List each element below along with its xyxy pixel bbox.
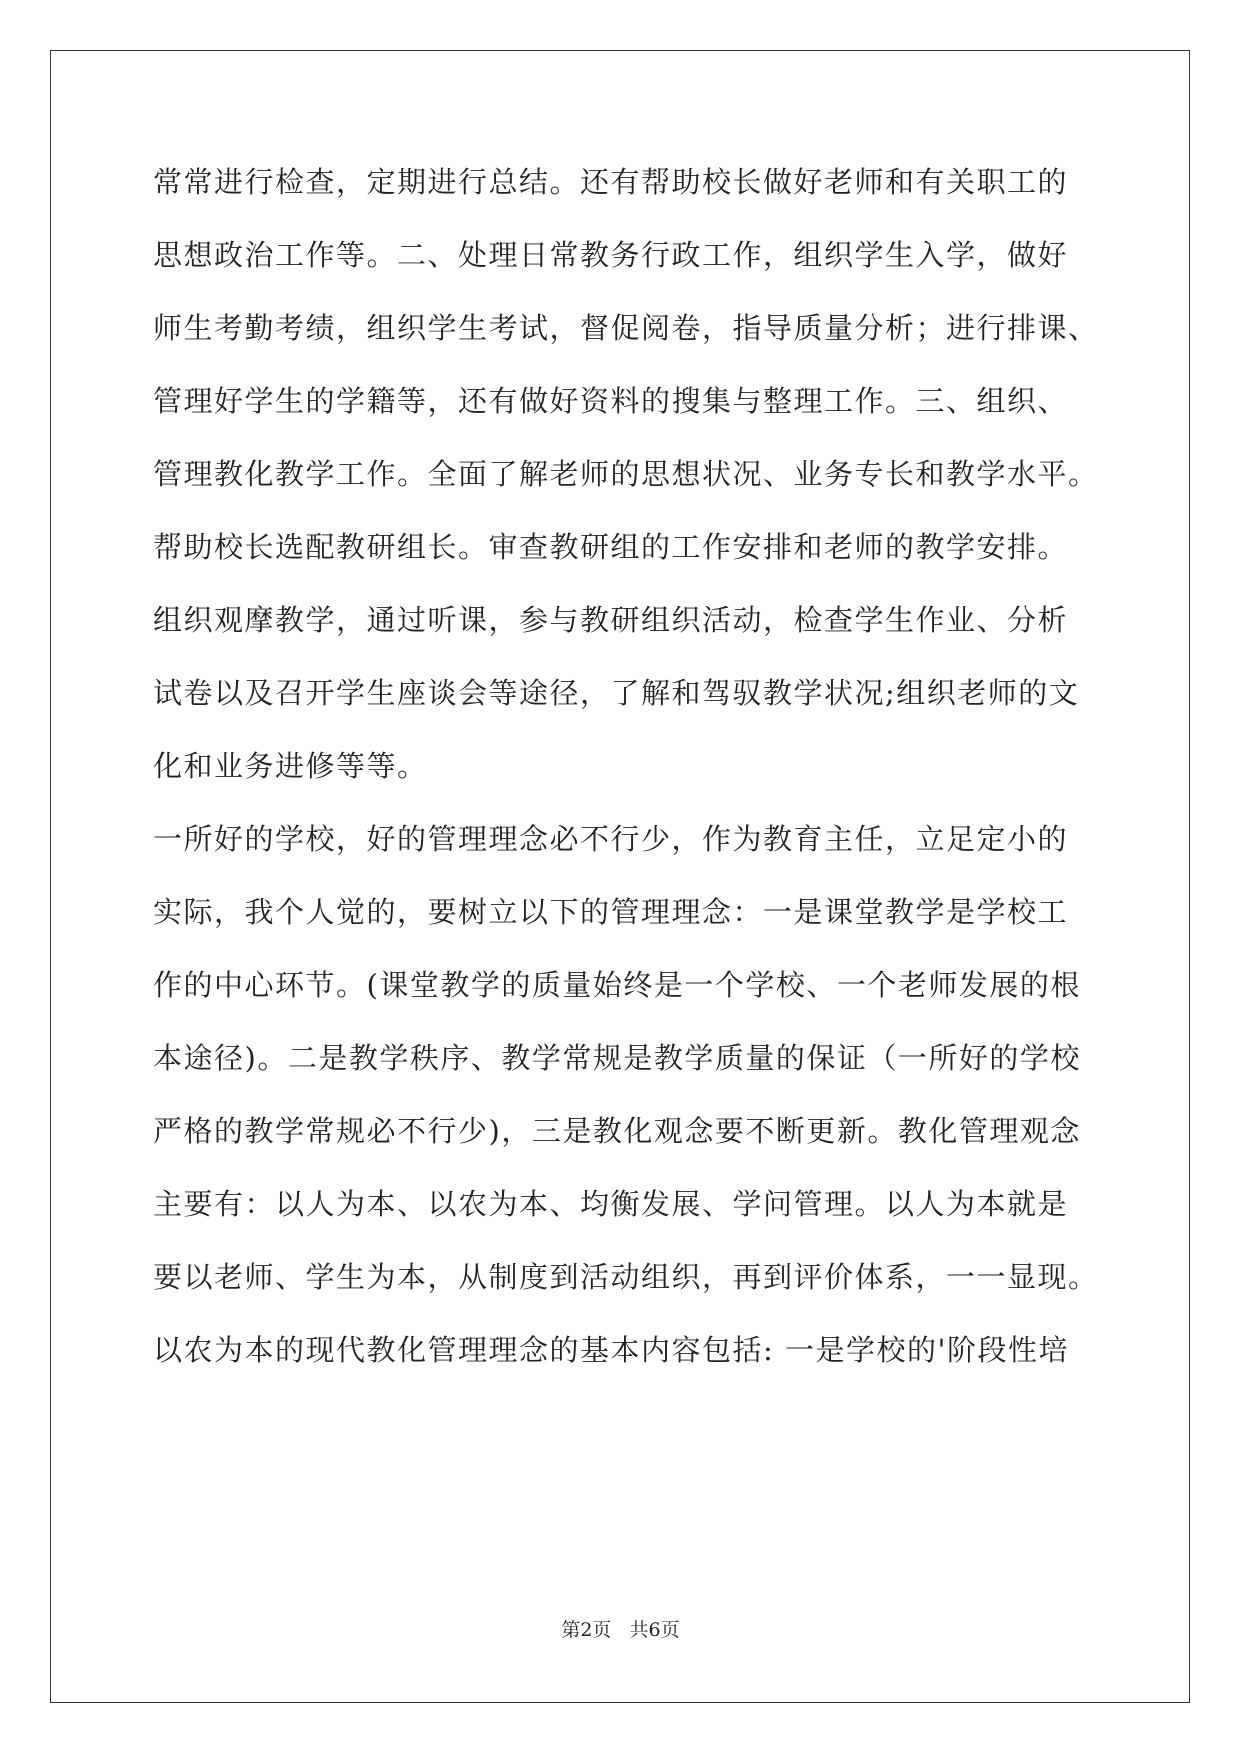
page-frame bbox=[50, 50, 1190, 1703]
text-line: 组织观摩教学，通过听课，参与教研组织活动，检查学生作业、分析 bbox=[153, 603, 1069, 637]
text-line: 试卷以及召开学生座谈会等途径，了解和驾驭教学状况;组织老师的文 bbox=[153, 676, 1080, 710]
text-line: 思想政治工作等。二、处理日常教务行政工作，组织学生入学，做好 bbox=[153, 238, 1069, 272]
text-line: 主要有：以人为本、以农为本、均衡发展、学问管理。以人为本就是 bbox=[153, 1187, 1069, 1221]
text-line: 严格的教学常规必不行少)，三是教化观念要不断更新。教化管理观念 bbox=[153, 1114, 1081, 1148]
text-line: 作的中心环节。(课堂教学的质量始终是一个学校、一个老师发展的根 bbox=[153, 968, 1081, 1002]
text-line: 帮助校长选配教研组长。审查教研组的工作安排和老师的教学安排。 bbox=[153, 530, 1069, 564]
page-number: 第2页 共6页 bbox=[561, 1619, 680, 1641]
text-line: 要以老师、学生为本，从制度到活动组织，再到评价体系，一一显现。 bbox=[153, 1260, 1099, 1294]
text-line: 实际，我个人觉的，要树立以下的管理理念：一是课堂教学是学校工 bbox=[153, 895, 1069, 929]
text-line: 以农为本的现代教化管理理念的基本内容包括: 一是学校的'阶段性培 bbox=[153, 1333, 1069, 1367]
text-line: 一所好的学校，好的管理理念必不行少，作为教育主任，立足定小的 bbox=[153, 822, 1069, 856]
text-line: 师生考勤考绩，组织学生考试，督促阅卷，指导质量分析；进行排课、 bbox=[153, 311, 1099, 345]
text-line: 常常进行检查，定期进行总结。还有帮助校长做好老师和有关职工的 bbox=[153, 165, 1069, 199]
text-line: 管理教化教学工作。全面了解老师的思想状况、业务专长和教学水平。 bbox=[153, 457, 1099, 491]
text-line: 本途径)。二是教学秩序、教学常规是教学质量的保证（一所好的学校 bbox=[153, 1041, 1081, 1075]
text-line: 管理好学生的学籍等，还有做好资料的搜集与整理工作。三、组织、 bbox=[153, 384, 1069, 418]
text-line: 化和业务进修等等。 bbox=[153, 749, 428, 783]
